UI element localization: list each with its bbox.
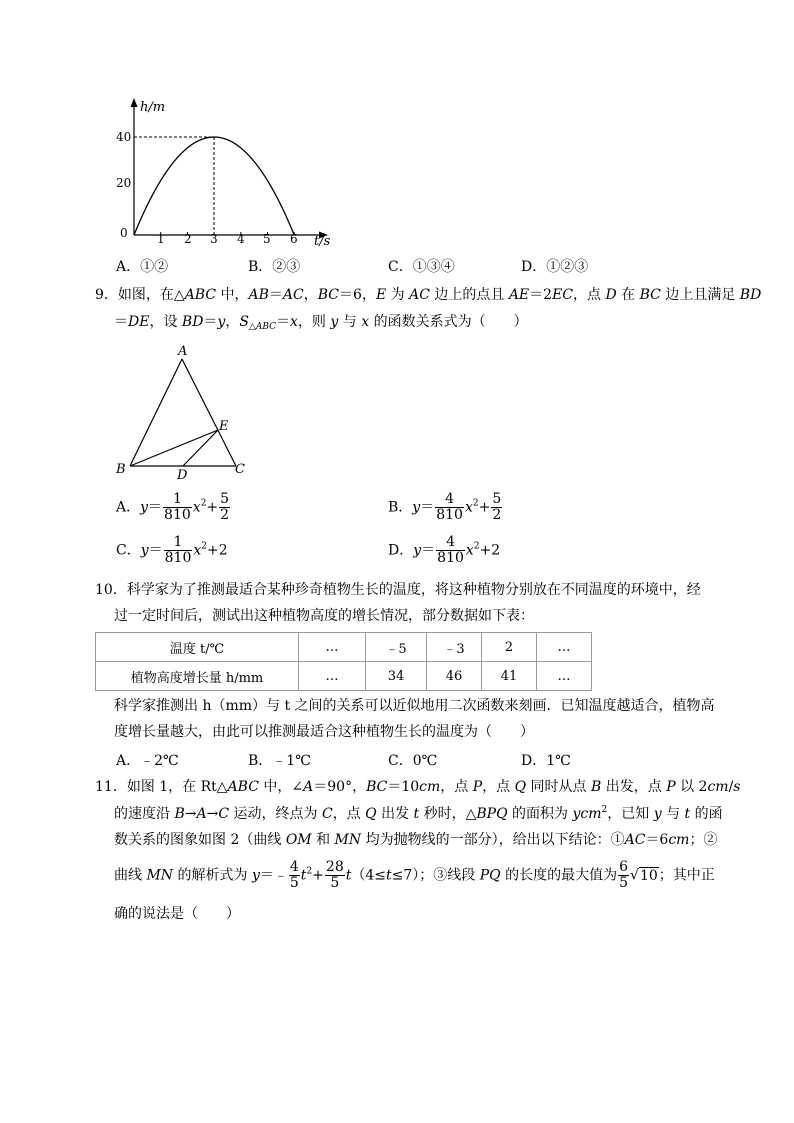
- q9-option-a-label: A．: [116, 499, 141, 516]
- q10-line3: 科学家推测出 h（mm）与 t 之间的关系可以近似地用二次函数来刻画．已知温度越适合，植物高: [114, 698, 715, 714]
- parabola-curve: [134, 137, 294, 235]
- q10-option-c[interactable]: C．0℃: [388, 753, 438, 769]
- label-c: C: [235, 462, 245, 477]
- q8-option-a[interactable]: A．①②: [116, 259, 169, 275]
- origin-label: 0: [120, 226, 128, 240]
- y-tick-40: 40: [116, 130, 132, 144]
- table-cell: 2: [482, 633, 537, 662]
- q10-line2: 过一定时间后，测试出这种植物高度的增长情况，部分数据如下表：: [114, 608, 534, 624]
- table-row-growth: [96, 662, 592, 691]
- side-ac: [182, 359, 236, 466]
- q9-option-d[interactable]: D．y＝ $\frac{4}{810}$ $x^2+2$: [388, 534, 501, 566]
- table-row-temperature: [96, 633, 592, 662]
- q11-line3: 数关系的图象如图 2（曲线 OM 和 MN 均为抛物线的一部分），给出以下结论：①AC＝6cm；②: [114, 832, 718, 848]
- q9-option-b-frac1: $\frac{4}{810}$: [436, 491, 463, 523]
- q8-option-c[interactable]: C．①③④: [388, 259, 455, 275]
- segment-be: [130, 430, 218, 466]
- table-cell: …: [537, 662, 592, 691]
- table-cell: …: [299, 662, 366, 691]
- q10-data-table: [95, 632, 592, 691]
- q9-option-b[interactable]: B．y＝ $\frac{4}{810}$ $x^2+$ $\frac{5}{2}$: [388, 491, 502, 523]
- table-cell: ﹣3: [427, 633, 482, 662]
- q9-option-c[interactable]: C．y＝ $\frac{1}{810}$ $x^2+2$: [116, 534, 228, 566]
- table-cell: ﹣5: [366, 633, 427, 662]
- q11-line5: 确的说法是（ ）: [114, 906, 240, 922]
- q8-option-d[interactable]: D．①②③: [521, 259, 589, 275]
- q9-stem-line2: ＝DE，设 BD＝y，$S_{\triangle ABC}=x$，则 y 与 x 的函数关系式为（ ）: [114, 314, 528, 332]
- q9-option-b-frac2: $\frac{5}{2}$: [492, 491, 502, 523]
- q11-frac-28-5: $\frac{28}{5}$: [325, 859, 344, 891]
- x-tick-2: 2: [184, 232, 192, 246]
- q9-option-a-frac1: $\frac{1}{810}$: [164, 491, 191, 523]
- y-tick-20: 20: [116, 176, 132, 190]
- q10-line4: 度增长量越大，由此可以推测最适合这种植物生长的温度为（ ）: [114, 724, 534, 740]
- x-tick-6: 6: [290, 232, 298, 246]
- table-cell: …: [299, 633, 366, 662]
- label-a: A: [178, 344, 188, 359]
- triangle-figure: [110, 340, 260, 480]
- label-b: B: [116, 462, 126, 477]
- q9-option-c-frac1: $\frac{1}{810}$: [164, 534, 192, 566]
- q9-stem-line1: 9．如图，在△ABC 中，AB＝AC，BC＝6，E 为 AC 边上的点且 AE＝2EC，点 D 在 BC 边上且满足 BD: [95, 287, 762, 303]
- table-cell: 41: [482, 662, 537, 691]
- q9-option-d-label: D．: [388, 542, 414, 559]
- q9-option-a[interactable]: A．y＝ $\frac{1}{810}$ $x^2+$ $\frac{5}{2}$: [116, 491, 230, 523]
- y-axis-label: h/m: [140, 100, 166, 115]
- parabola-graph: [110, 95, 340, 250]
- q11-line2: 的速度沿 B→A→C 运动，终点为 C，点 Q 出发 t 秒时，△BPQ 的面积为 ycm$^2$，已知 y 与 t 的函: [114, 805, 723, 822]
- q9-option-b-label: B．: [388, 499, 413, 516]
- q11-frac-4-5: $\frac{4}{5}$: [289, 859, 299, 891]
- segment-de: [183, 430, 218, 466]
- q8-option-b[interactable]: B．②③: [248, 259, 301, 275]
- q9-option-d-frac1: $\frac{4}{810}$: [437, 534, 464, 566]
- x-tick-1: 1: [157, 232, 165, 246]
- table-cell: 46: [427, 662, 482, 691]
- label-d: D: [177, 468, 188, 480]
- q11-sqrt-10: 10: [639, 867, 658, 884]
- q9-option-c-label: C．: [116, 542, 141, 559]
- x-tick-3: 3: [210, 232, 218, 246]
- label-e: E: [219, 419, 229, 434]
- q10-option-a[interactable]: A．﹣2℃: [116, 753, 179, 769]
- side-ab: [130, 359, 182, 466]
- x-tick-4: 4: [237, 232, 245, 246]
- q10-line1: 10．科学家为了推测最适合某种珍奇植物生长的温度，将这种植物分别放在不同温度的环境中，经: [95, 582, 701, 598]
- table-cell: 34: [366, 662, 427, 691]
- q11-frac-6-5: $\frac{6}{5}$: [619, 859, 629, 891]
- table-header-growth: 植物高度增长量 h/mm: [96, 662, 299, 691]
- x-tick-5: 5: [263, 232, 271, 246]
- table-cell: …: [537, 633, 592, 662]
- q10-option-b[interactable]: B．﹣1℃: [248, 753, 311, 769]
- q9-option-a-frac2: $\frac{5}{2}$: [220, 491, 230, 523]
- x-axis-label: t/s: [314, 234, 331, 249]
- y-axis-arrow: [131, 98, 138, 107]
- q10-option-d[interactable]: D．1℃: [521, 753, 571, 769]
- q11-line4: 曲线 MN 的解析式为 y＝﹣ $\frac{4}{5}$ $t^2+$ $\frac{28}{5}$ t（4≤t≤7）；③线段 PQ 的长度的最大值为 $\frac{6}{5}$ √10；其中正: [114, 859, 715, 891]
- q11-line1: 11．如图 1，在 Rt△ABC 中，∠A＝90°，BC＝10cm，点 P，点 Q 同时从点 B 出发，点 P 以 2cm/s: [95, 779, 741, 795]
- table-header-temperature: 温度 t/℃: [96, 633, 299, 662]
